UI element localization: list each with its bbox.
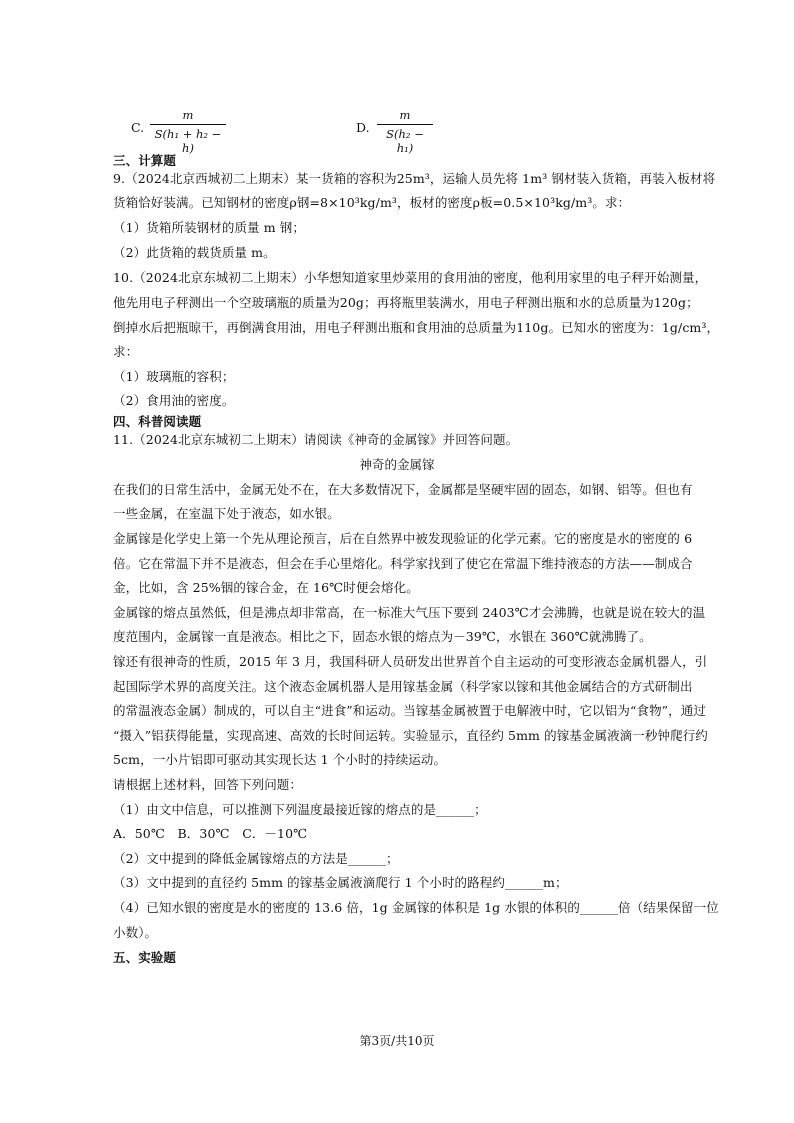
- q11-subquestion-1-options: A．50℃ B．30℃ C．－10℃: [113, 826, 308, 841]
- q11-subquestion-3: （3）文中提到的直径约 5mm 的镓基金属液滴爬行 1 个小时的路程约______m；: [113, 875, 568, 890]
- article-paragraph-4-line-4: “摄入”铝获得能量，实现高速、高效的长时间运转。实验显示，直径约 5mm 的镓基金属液滴一秒钟爬行约: [113, 728, 708, 743]
- article-paragraph-1-line-2: 一些金属，在室温下处于液态，如水银。: [113, 506, 340, 521]
- q9-subquestion-2: （2）此货箱的载货质量 m。: [113, 245, 276, 260]
- q11-subquestion-2: （2）文中提到的降低金属镓熔点的方法是______；: [113, 851, 399, 866]
- article-paragraph-2-line-1: 金属镓是化学史上第一个先从理论预言，后在自然界中被发现验证的化学元素。它的密度是水的密度的 6: [113, 531, 693, 546]
- section-heading-reading: 四、科普阅读题: [113, 414, 202, 429]
- article-paragraph-3-line-2: 度范围内，金属镓一直是液态。相比之下，固态水银的熔点为－39℃，水银在 360℃就沸腾了。: [113, 629, 652, 644]
- option-d-label: D.: [356, 120, 370, 135]
- q10-subquestion-2: （2）食用油的密度。: [113, 393, 235, 408]
- article-paragraph-4-line-2: 起国际学术界的高度关注。这个液态金属机器人是用镓基金属（科学家以镓和其他金属结合的方式研制出: [113, 679, 693, 694]
- article-paragraph-4-line-3: 的常温液态金属）制成的，可以自主“进食”和运动。当镓基金属被置于电解液中时，它以铝为“食物”，通过: [113, 703, 706, 718]
- section-heading-experiment: 五、实验题: [113, 950, 177, 965]
- q11-prompt: 请根据上述材料，回答下列问题：: [113, 777, 303, 792]
- q11-intro: 11.（2024北京东城初二上期末）请阅读《神奇的金属镓》并回答问题。: [113, 432, 519, 447]
- article-paragraph-1-line-1: 在我们的日常生活中，金属无处不在，在大多数情况下，金属都是坚硬牢固的固态，如钢、铝等。但也有: [113, 482, 693, 497]
- article-paragraph-4-line-1: 镓还有很神奇的性质，2015 年 3 月，我国科研人员研发出世界首个自主运动的可变形液态金属机器人，引: [113, 654, 708, 669]
- section-heading-calculation: 三、计算题: [113, 153, 177, 168]
- option-d-denominator: S(h₂ − h₁): [386, 127, 424, 155]
- q9-text-line-2: 货箱恰好装满。已知钢材的密度ρ钢=8×10³kg/m³，板材的密度ρ板=0.5×10³kg/m³。求：: [113, 195, 631, 210]
- article-title: 神奇的金属镓: [359, 457, 435, 472]
- option-d-fraction: [377, 108, 433, 155]
- q9-subquestion-1: （1）货箱所装钢材的质量 m 钢；: [113, 220, 305, 235]
- q9-text-line-1: 9.（2024北京西城初二上期末）某一货箱的容积为25m³，运输人员先将 1m³ 钢材装入货箱，再装入板材将: [113, 171, 716, 186]
- q11-subquestion-1: （1）由文中信息，可以推测下列温度最接近镓的熔点的是______；: [113, 802, 487, 817]
- q10-subquestion-1: （1）玻璃瓶的容积；: [113, 369, 235, 384]
- article-paragraph-2-line-2: 倍。它在常温下并不是液态，但会在手心里熔化。科学家找到了使它在常温下维持液态的方法——制成合: [113, 556, 693, 571]
- option-c-fraction: [150, 108, 226, 155]
- article-paragraph-3-line-1: 金属镓的熔点虽然低，但是沸点却非常高，在一标准大气压下要到 2403℃才会沸腾，也就是说在较大的温: [113, 605, 706, 620]
- q10-text-line-3: 倒掉水后把瓶晾干，再倒满食用油，用电子秤测出瓶和食用油的总质量为110g。已知水的密度为：1g/cm³，: [113, 320, 720, 335]
- article-paragraph-4-line-5: 5cm，一小片铝即可驱动其实现长达 1 个小时的持续运动。: [113, 752, 447, 767]
- page-number-footer: 第3页/共10页: [359, 1034, 435, 1048]
- option-c-denominator: S(h₁ + h₂ − h): [154, 127, 222, 155]
- q11-subquestion-4-line-1: （4）已知水银的密度是水的密度的 13.6 倍，1g 金属镓的体积是 1g 水银的体积的______倍（结果保留一位: [113, 900, 719, 915]
- q11-subquestion-4-line-2: 小数）。: [113, 925, 158, 940]
- option-c-numerator: m: [182, 108, 194, 122]
- option-d-numerator: m: [399, 108, 411, 122]
- article-paragraph-2-line-3: 金，比如，含 25%铟的镓合金，在 16℃时便会熔化。: [113, 580, 419, 595]
- q10-text-line-4: 求：: [113, 344, 139, 359]
- q10-text-line-2: 他先用电子秤测出一个空玻璃瓶的质量为20g；再将瓶里装满水，用电子秤测出瓶和水的总质量为120g；: [113, 295, 699, 310]
- option-c-label: C.: [131, 120, 145, 135]
- q10-text-line-1: 10.（2024北京东城初二上期末）小华想知道家里炒菜用的食用油的密度，他利用家里的电子秤开始测量，: [113, 270, 708, 285]
